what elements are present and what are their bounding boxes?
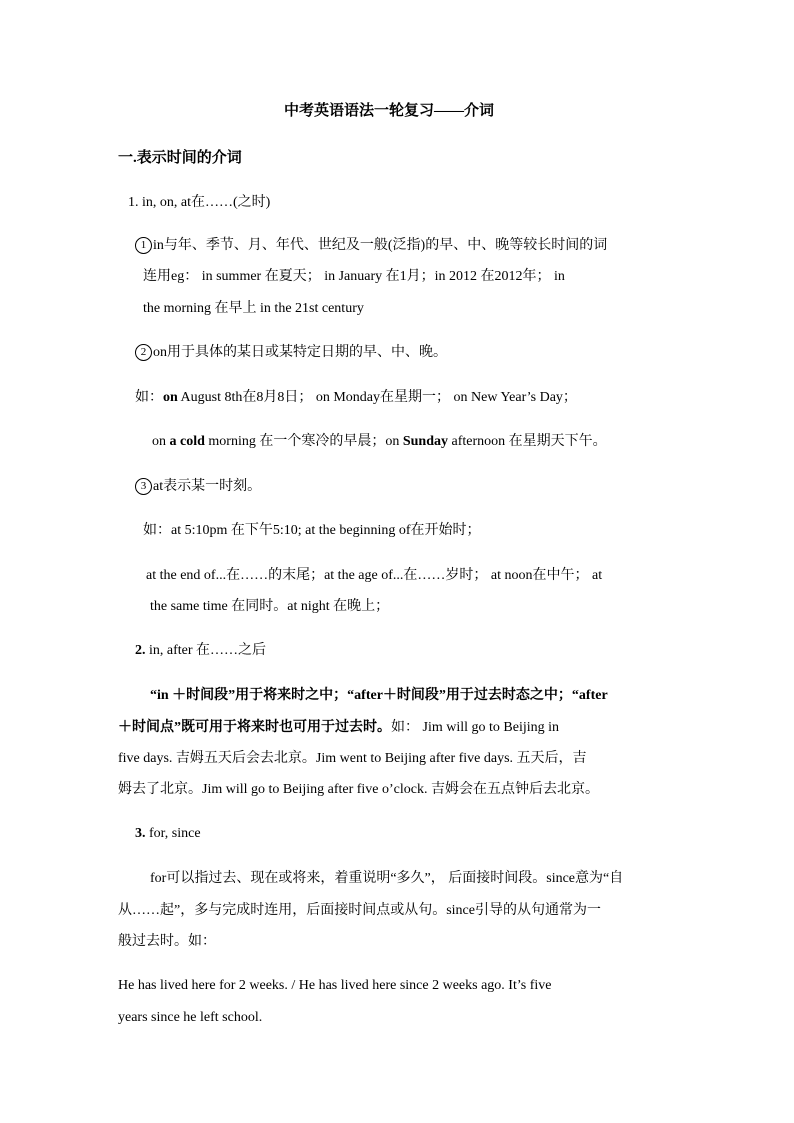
bold-a-cold: a cold bbox=[169, 434, 205, 449]
for-since-line1: for可以指过去、现在或将来，着重说明“多久”， 后面接时间段。since意为“自 bbox=[150, 871, 624, 886]
text-segment: on bbox=[152, 434, 170, 449]
circled-number-3: 3 bbox=[135, 478, 152, 495]
item3-text: at表示某一时刻。 bbox=[153, 479, 262, 494]
sub2-text: in, after 在……之后 bbox=[145, 643, 267, 658]
item2-line1 bbox=[135, 343, 447, 363]
bold-on: on bbox=[163, 390, 178, 405]
section-heading: 一.表示时间的介词 bbox=[118, 150, 242, 166]
item1-line2: 连用eg： in summer 在夏天； in January 在1月；in 2012 在2012年； in bbox=[143, 269, 565, 284]
sub2-number: 2. bbox=[135, 643, 146, 658]
for-since-line3: 般过去时。如： bbox=[118, 934, 216, 949]
item2-example1 bbox=[135, 388, 577, 408]
in-after-rule-line1 bbox=[150, 686, 608, 706]
page-title: 中考英语语法一轮复习——介词 bbox=[284, 103, 495, 119]
sub3-text: for, since bbox=[145, 826, 201, 841]
item2-text: on用于具体的某日或某特定日期的早、中、晚。 bbox=[153, 345, 447, 360]
text-segment: afternoon 在星期天下午。 bbox=[448, 434, 607, 449]
circled-number-1: 1 bbox=[135, 237, 152, 254]
example-prefix: 如： bbox=[135, 390, 163, 405]
circled-number-2: 2 bbox=[135, 344, 152, 361]
item3-example2: at the end of...在……的末尾；at the age of...在……岁时； at noon在中午； at bbox=[146, 568, 603, 583]
bold-rule: ＋时间点”既可用于将来时也可用于过去时。 bbox=[118, 720, 391, 735]
subheading-in-after bbox=[135, 641, 266, 661]
item3-line1 bbox=[135, 477, 261, 497]
bold-rule: “in ＋时间段”用于将来时之中；“after＋时间段”用于过去时态之中；“after bbox=[150, 688, 608, 703]
example-text: August 8th在8月8日； on Monday在星期一； on New Year’s Day； bbox=[177, 390, 577, 405]
subheading-for-since bbox=[135, 824, 201, 844]
sub3-number: 3. bbox=[135, 826, 146, 841]
in-after-rule-line2 bbox=[118, 718, 559, 738]
item1-text: in与年、季节、月、年代、世纪及一般(泛指)的早、中、晚等较长时间的词 bbox=[153, 238, 608, 253]
in-after-rule-line3: five days. 吉姆五天后会去北京。Jim went to Beijing after five days. 五天后，吉 bbox=[118, 751, 587, 766]
in-after-rule-line4: 姆去了北京。Jim will go to Beijing after five o’clock. 吉姆会在五点钟后去北京。 bbox=[118, 782, 600, 797]
for-since-line2: 从……起”，多与完成时连用，后面接时间点或从句。since引导的从句通常为一 bbox=[118, 903, 601, 918]
item1-line1 bbox=[135, 236, 607, 256]
subheading-in-on-at: 1. in, on, at在……(之时) bbox=[128, 195, 271, 210]
example-line2: years since he left school. bbox=[118, 1010, 263, 1025]
item1-line3: the morning 在早上 in the 21st century bbox=[143, 301, 364, 316]
text-segment: morning 在一个寒冷的早晨；on bbox=[204, 434, 403, 449]
example-text: 如： Jim will go to Beijing in bbox=[391, 720, 560, 735]
item2-example2 bbox=[152, 432, 607, 452]
bold-sunday: Sunday bbox=[402, 434, 448, 449]
example-line1: He has lived here for 2 weeks. / He has lived here since 2 weeks ago. It’s five bbox=[118, 978, 552, 993]
item3-example1: 如：at 5:10pm 在下午5:10; at the beginning of在开始时； bbox=[143, 523, 481, 538]
item3-example3: the same time 在同时。at night 在晚上； bbox=[150, 599, 390, 614]
